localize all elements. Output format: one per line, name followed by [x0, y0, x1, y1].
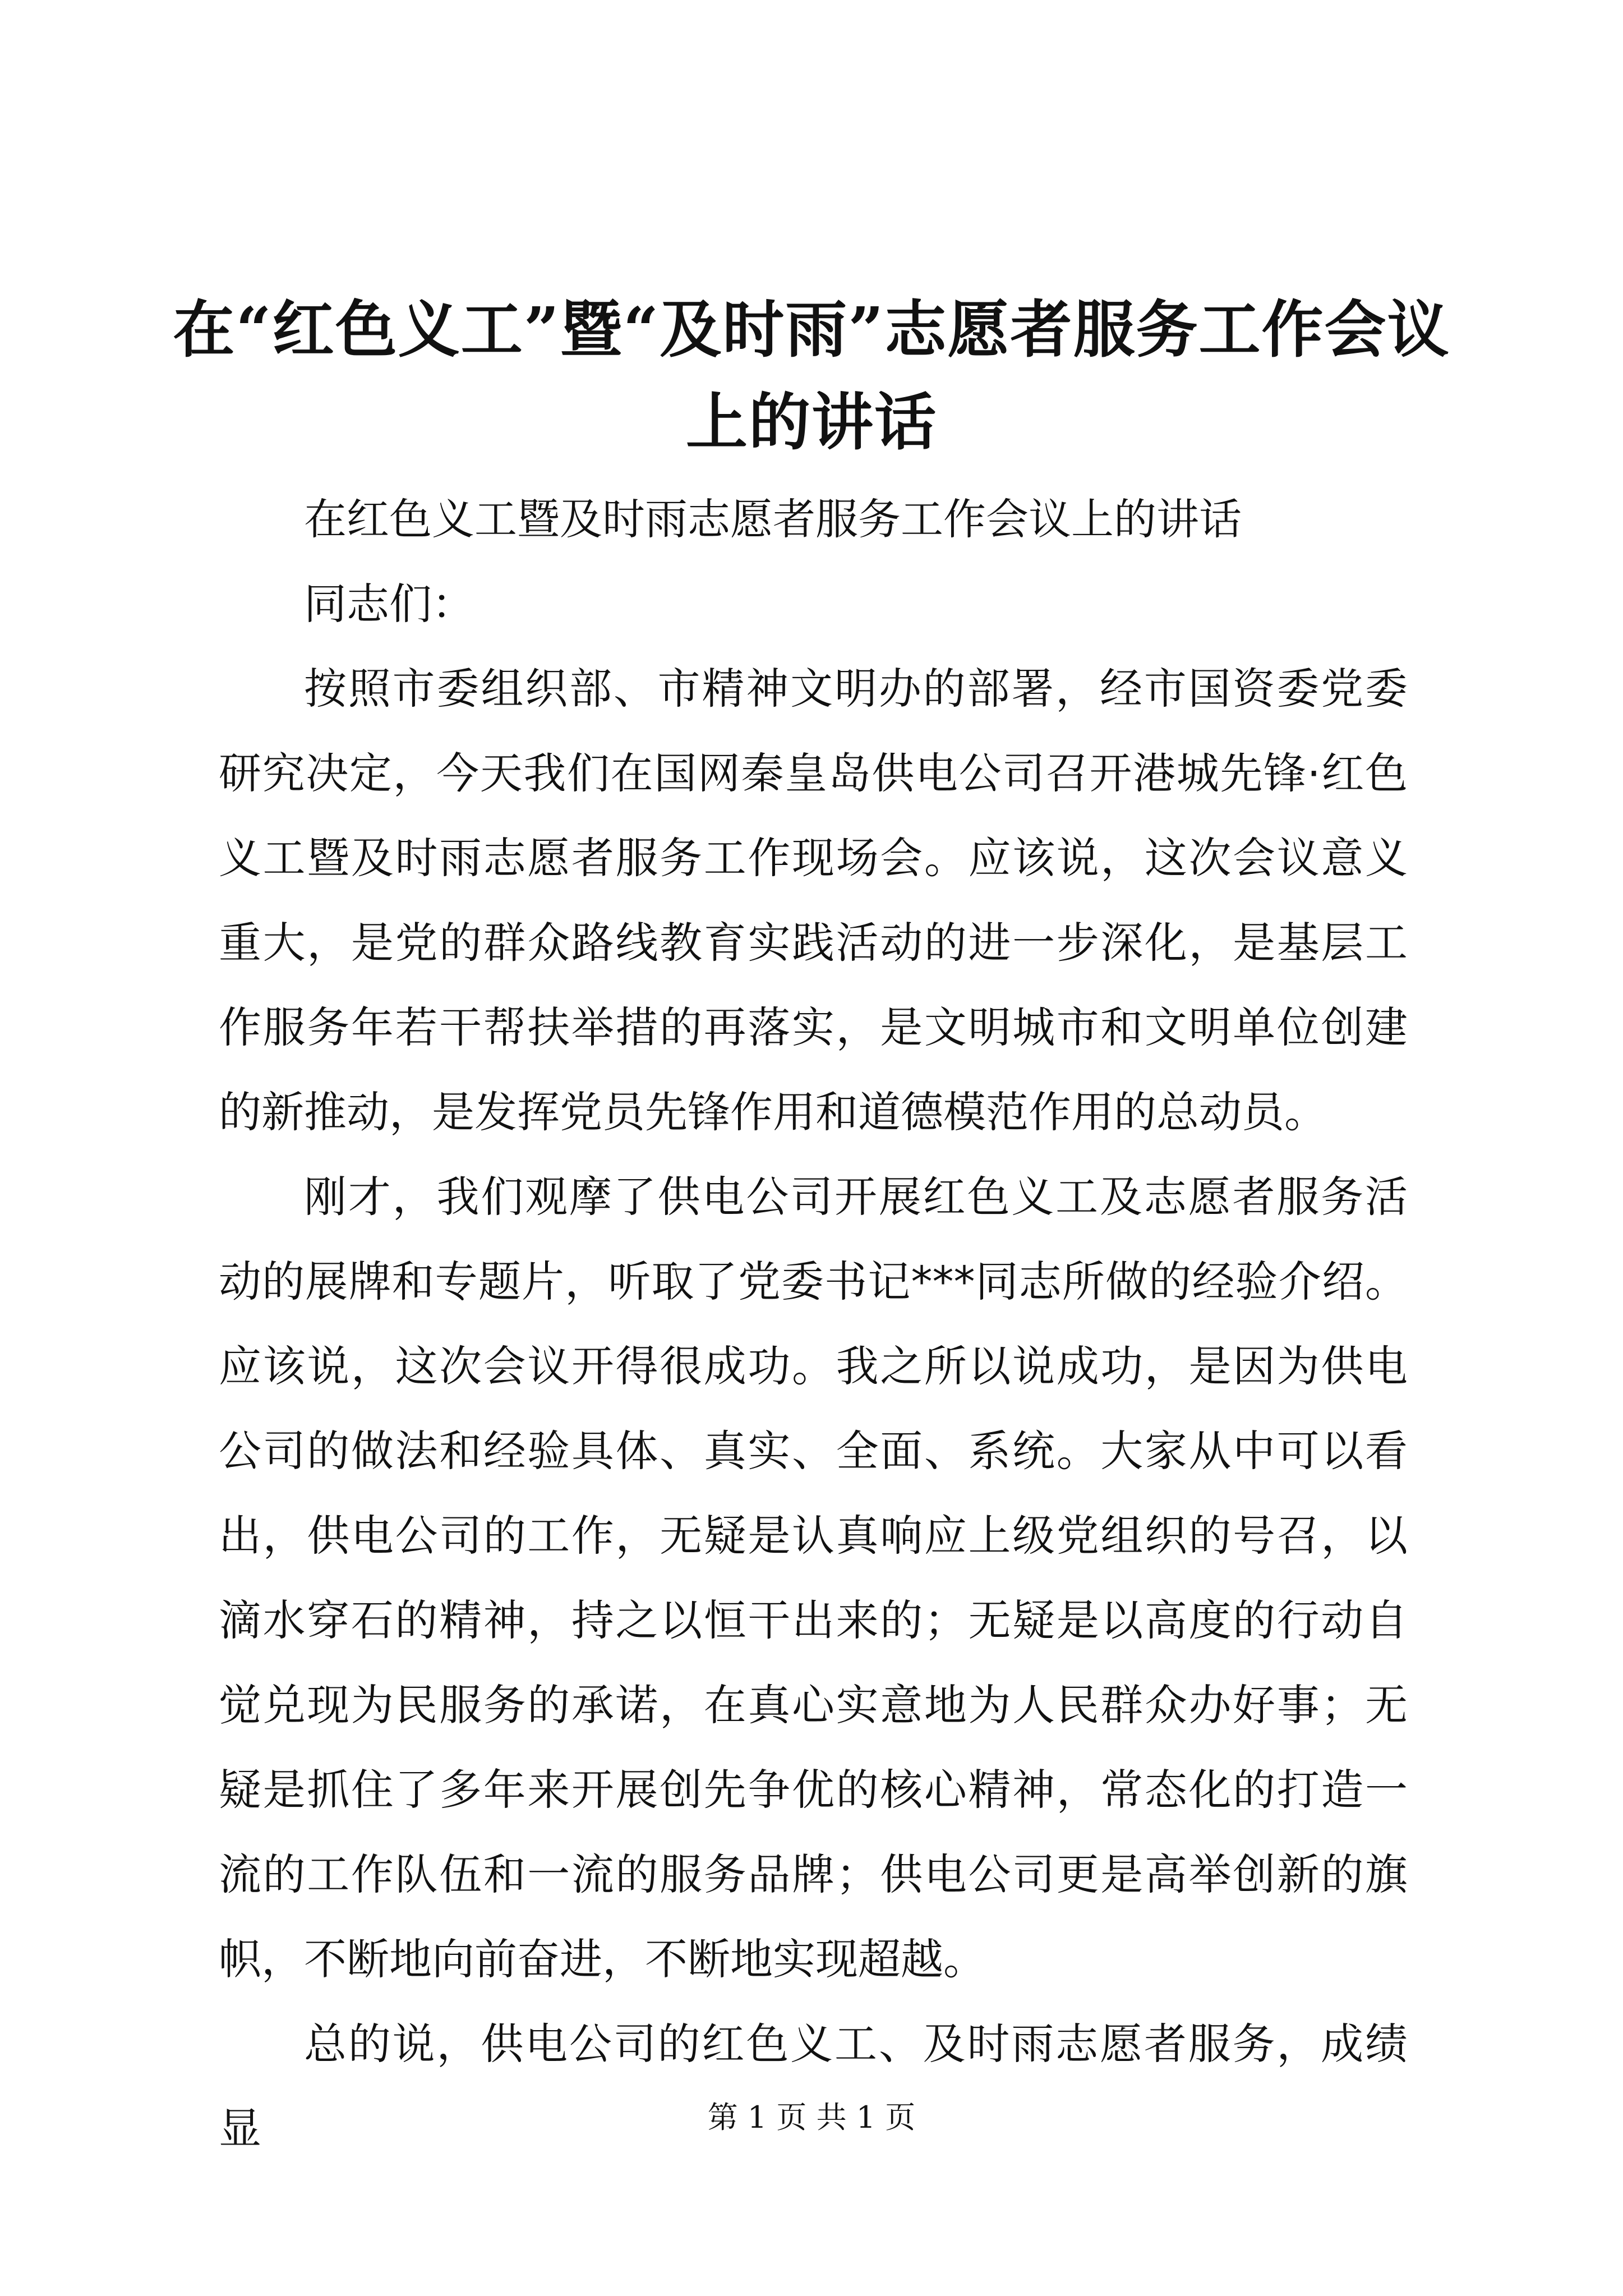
document-title: 在“红色义工”暨“及时雨”志愿者服务工作会议上的讲话	[173, 293, 1450, 458]
page-number-footer: 第 1 页 共 1 页	[707, 2100, 916, 2135]
body-paragraph: 总的说，供电公司的红色义工、及时雨志愿者服务，成绩显	[219, 2019, 1408, 2154]
body-paragraph-salutation: 同志们：	[304, 579, 474, 629]
body-paragraph: 按照市委组织部、市精神文明办的部署，经市国资委党委研究决定，今天我们在国网秦皇岛供电公司召开港城先锋·红色义工暨及时雨志愿者服务工作现场会。应该说，这次会议意义重大，是党的群众路线教育实践活动的进一步深化，是基层工作服务年若干帮扶举措的再落实，是文明城市和文明单位创建的新推动，是发挥党员先锋作用和道德模范作用的总动员。	[219, 664, 1408, 1137]
body-paragraph-subtitle: 在红色义工暨及时雨志愿者服务工作会议上的讲话	[304, 494, 1242, 544]
document-body	[219, 477, 1408, 2171]
body-paragraph: 刚才，我们观摩了供电公司开展红色义工及志愿者服务活动的展牌和专题片，听取了党委书记***同志所做的经验介绍。应该说，这次会议开得很成功。我之所以说成功，是因为供电公司的做法和经验具体、真实、全面、系统。大家从中可以看出，供电公司的工作，无疑是认真响应上级党组织的号召，以滴水穿石的精神，持之以恒干出来的；无疑是以高度的行动自觉兑现为民服务的承诺，在真心实意地为人民群众办好事；无疑是抓住了多年来开展创先争优的核心精神，常态化的打造一流的工作队伍和一流的服务品牌；供电公司更是高举创新的旗帜，不断地向前奋进，不断地实现超越。	[219, 1172, 1408, 1984]
